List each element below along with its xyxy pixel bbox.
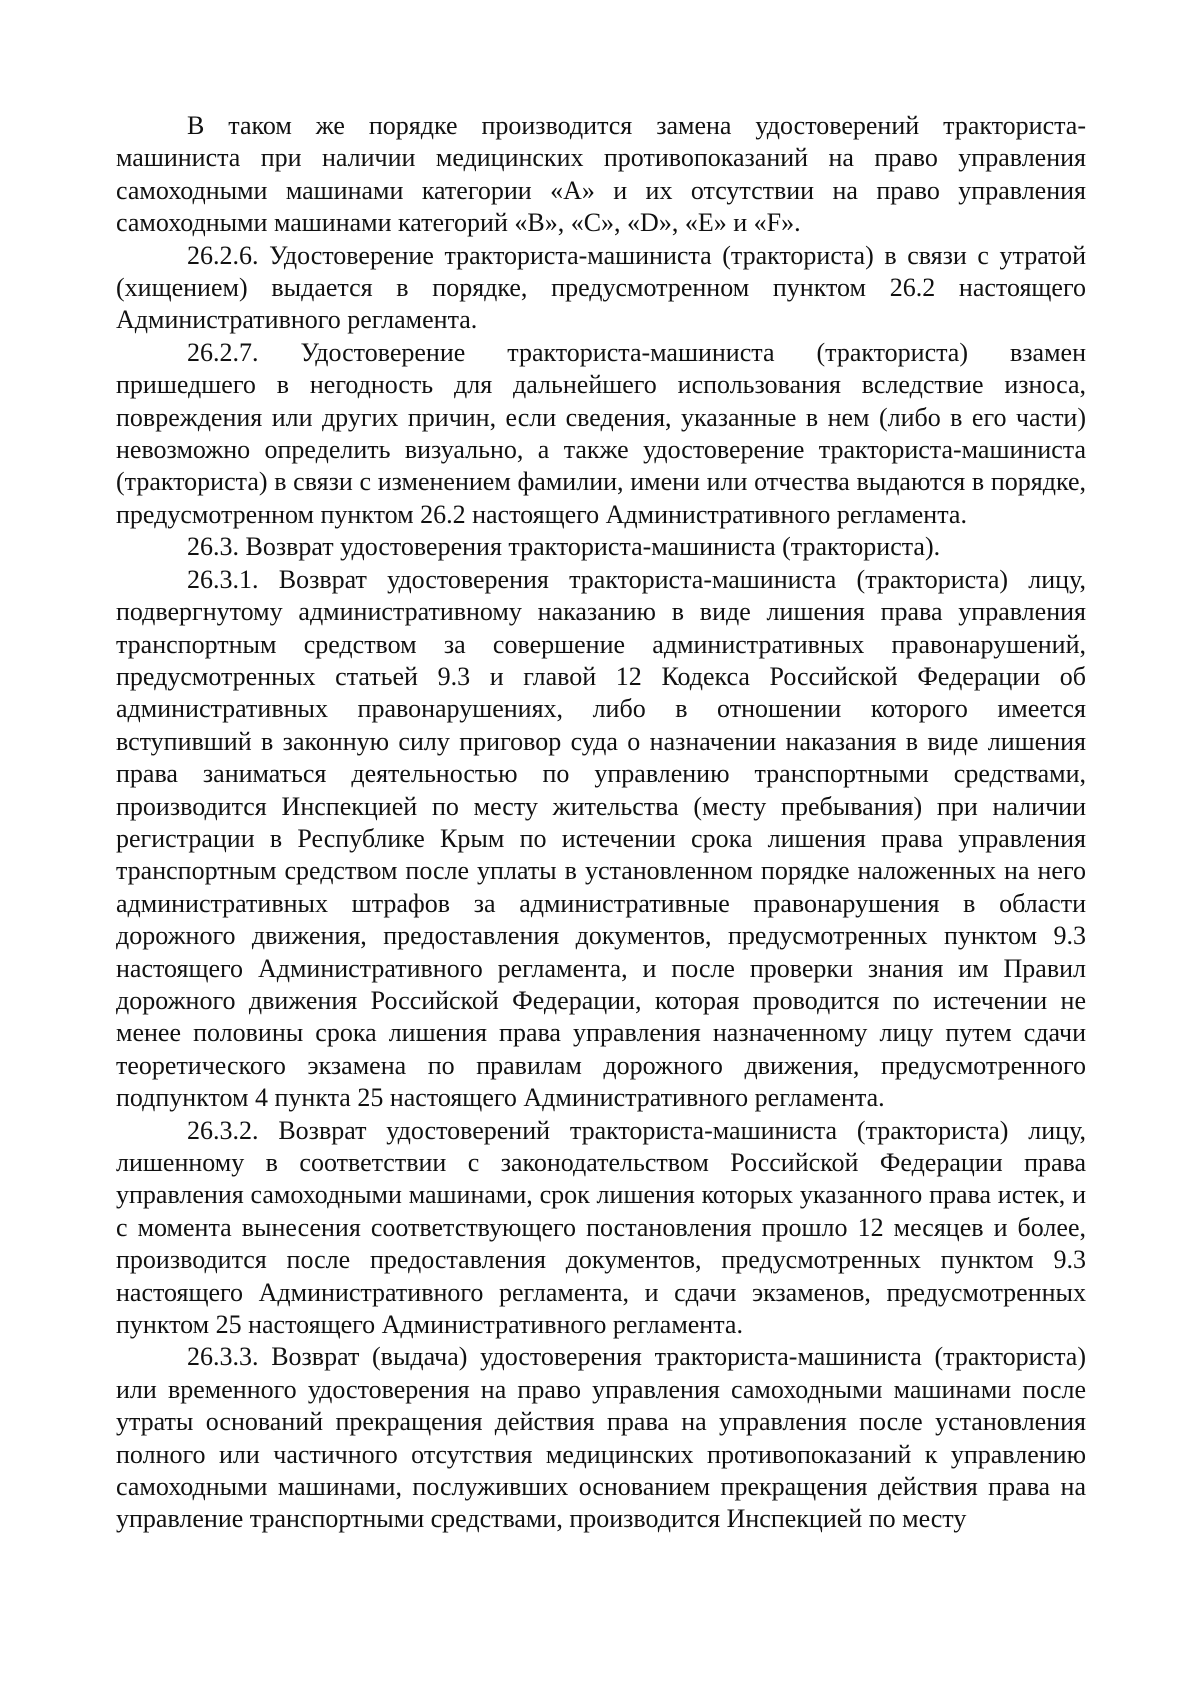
paragraph-26-3: 26.3. Возврат удостоверения тракториста-машиниста (тракториста). — [187, 532, 941, 562]
paragraph-26-3-2: 26.3.2. Возврат удостоверений тракториста-машиниста (тракториста) лицу, лишенному в соответствии с законодательством Российской Федерации права управления самоходными машинами, срок лишения которых указанного права истек, и с момента вынесения соответствующего постановления прошло 12 месяцев и более, производится после предоставления документов, предусмотренных пунктом 9.3 настоящего Административного регламента, и сдачи экзаменов, предусмотренных пунктом 25 настоящего Административного регламента. — [116, 1115, 1086, 1340]
paragraph-26-3-3: 26.3.3. Возврат (выдача) удостоверения тракториста-машиниста (тракториста) или временного удостоверения на право управления самоходными машинами после утраты оснований прекращения действия права на управления после установления полного или частичного отсутствия медицинских противопоказаний к управлению самоходными машинами, послуживших основанием прекращения действия права на управление транспортными средствами, производится Инспекцией по месту — [116, 1342, 1086, 1534]
paragraph-replacement-order: В таком же порядке производится замена удостоверений тракториста-машиниста при наличии медицинских противопоказаний на право управления самоходными машинами категории «А» и их отсутствии на право управления самоходными машинами категорий «B», «C», «D», «E» и «F». — [116, 111, 1086, 238]
paragraph-26-2-6: 26.2.6. Удостоверение тракториста-машиниста (тракториста) в связи с утратой (хищением) выдается в порядке, предусмотренном пунктом 26.2 настоящего Административного регламента. — [116, 240, 1086, 335]
paragraph-26-2-7: 26.2.7. Удостоверение тракториста-машиниста (тракториста) взамен пришедшего в негодность для дальнейшего использования вследствие износа, повреждения или других причин, если сведения, указанные в нем (либо в его части) невозможно определить визуально, а также удостоверение тракториста-машиниста (тракториста) в связи с изменением фамилии, имени или отчества выдаются в порядке, предусмотренном пунктом 26.2 настоящего Административного регламента. — [116, 337, 1086, 529]
paragraph-26-3-1: 26.3.1. Возврат удостоверения тракториста-машиниста (тракториста) лицу, подвергнутому административному наказанию в виде лишения права управления транспортным средством за совершение административных правонарушений, предусмотренных статьей 9.3 и главой 12 Кодекса Российской Федерации об административных правонарушениях, либо в отношении которого имеется вступивший в законную силу приговор суда о назначении наказания в виде лишения права заниматься деятельностью по управлению транспортными средствами, производится Инспекцией по месту жительства (месту пребывания) при наличии регистрации в Республике Крым по истечении срока лишения права управления транспортным средством после уплаты в установленном порядке наложенных на него административных штрафов за административные правонарушения в области дорожного движения, предоставления документов, предусмотренных пунктом 9.3 настоящего Административного регламента, и после проверки знания им Правил дорожного движения Российской Федерации, которая проводится по истечении не менее половины срока лишения права управления назначенному лицу путем сдачи теоретического экзамена по правилам дорожного движения, предусмотренного подпунктом 4 пункта 25 настоящего Административного регламента. — [116, 564, 1086, 1113]
document-body — [116, 110, 1086, 1536]
